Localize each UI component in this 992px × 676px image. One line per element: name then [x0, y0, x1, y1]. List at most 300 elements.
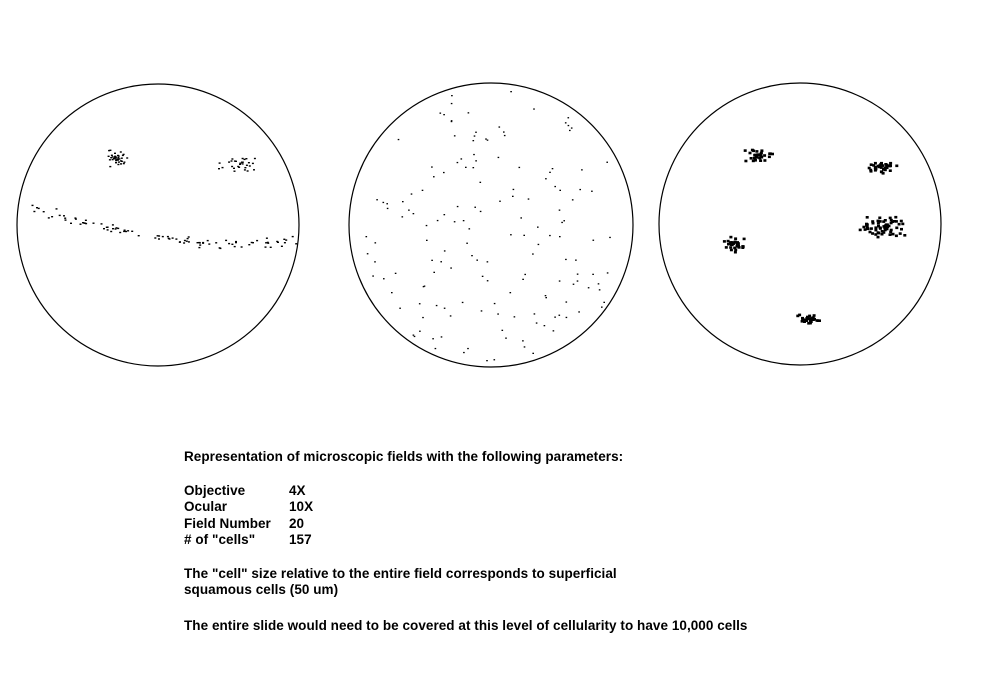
cell-dot	[532, 353, 534, 354]
cell-dot	[750, 157, 753, 160]
cell-dot	[475, 132, 477, 133]
parameter-value: 157	[289, 532, 312, 547]
cell-dot	[402, 216, 404, 217]
cell-dot	[248, 244, 250, 245]
cell-dot	[519, 167, 521, 168]
cell-size-note-line-2: squamous cells (50 um)	[184, 582, 339, 597]
cell-dot	[900, 220, 903, 223]
cell-dot	[520, 217, 522, 218]
cell-dot	[811, 318, 814, 321]
cell-dot	[874, 169, 877, 172]
field-outline	[349, 83, 633, 367]
cell-dot	[440, 113, 442, 114]
cell-dot	[879, 163, 882, 166]
cell-dot	[473, 140, 475, 141]
cell-dot	[184, 240, 186, 241]
cell-dot	[763, 159, 766, 162]
cell-dot	[603, 302, 605, 303]
cell-dot	[599, 289, 601, 290]
parameter-label: Objective	[184, 482, 246, 498]
cell-dot	[729, 236, 732, 239]
cell-dot	[64, 218, 66, 219]
cell-dot	[283, 239, 285, 240]
cell-dot	[441, 336, 443, 337]
cell-dot	[124, 230, 126, 231]
cell-dot	[503, 131, 505, 132]
cell-dot	[593, 240, 595, 241]
cell-dot	[398, 139, 400, 140]
cell-dot	[231, 166, 233, 167]
cell-dot	[106, 227, 108, 228]
cell-dot	[754, 154, 757, 157]
cell-dot	[760, 156, 763, 159]
cell-dot	[231, 158, 233, 159]
cell-dot	[514, 316, 516, 317]
cell-dot	[241, 246, 243, 247]
cell-dot	[480, 182, 482, 183]
cell-dot	[123, 163, 125, 164]
cell-dot	[473, 167, 475, 168]
cell-dot	[467, 348, 469, 349]
cell-group	[366, 91, 611, 361]
cell-dot	[202, 243, 204, 244]
cell-dot	[575, 260, 577, 261]
cell-dot	[553, 330, 555, 331]
cell-dot	[234, 171, 236, 172]
cell-dot	[872, 222, 875, 225]
cell-dot	[607, 272, 609, 273]
cell-dot	[729, 246, 732, 249]
cell-dot	[889, 169, 892, 172]
cell-dot	[122, 155, 124, 156]
cell-dot	[743, 238, 746, 241]
cell-dot	[120, 151, 122, 152]
cell-dot	[245, 158, 247, 159]
cell-dot	[903, 234, 906, 237]
cell-dot	[386, 203, 388, 204]
cell-dot	[462, 302, 464, 303]
cell-dot	[85, 220, 87, 221]
cell-dot	[537, 227, 539, 228]
cell-dot	[893, 220, 896, 223]
cell-dot	[84, 223, 86, 224]
cell-dot	[419, 331, 421, 332]
cell-dot	[461, 158, 463, 159]
cell-dot	[127, 230, 129, 231]
cell-dot	[383, 278, 385, 279]
cell-dot	[816, 319, 819, 322]
cell-dot	[391, 292, 393, 293]
cell-dot	[862, 226, 865, 229]
cell-dot	[70, 223, 72, 224]
cell-dot	[110, 231, 112, 232]
cell-dot	[591, 191, 593, 192]
cell-dot	[154, 237, 156, 238]
cell-dot	[481, 310, 483, 311]
cell-dot	[395, 273, 397, 274]
cell-dot	[532, 253, 534, 254]
parameter-row-ocular	[184, 499, 944, 516]
cell-dot	[172, 237, 174, 238]
cell-dot	[874, 166, 877, 169]
cell-dot	[126, 157, 128, 158]
cell-dot	[444, 250, 446, 251]
cell-dot	[869, 169, 872, 172]
cell-dot	[723, 240, 726, 243]
cell-dot	[433, 176, 435, 177]
cell-dot	[121, 161, 123, 162]
cell-dot	[162, 236, 164, 237]
cell-dot	[435, 348, 437, 349]
cell-dot	[249, 165, 251, 166]
cell-dot	[559, 210, 561, 211]
parameter-value: 20	[289, 515, 305, 531]
cell-dot	[888, 165, 891, 168]
parameter-value: 10X	[289, 499, 314, 514]
cell-dot	[433, 272, 435, 273]
cell-dot	[581, 169, 583, 170]
cell-dot	[524, 346, 526, 347]
cell-dot	[869, 231, 872, 234]
cell-dot	[598, 283, 600, 284]
cell-dot	[899, 232, 902, 235]
cell-dot	[199, 244, 201, 245]
cell-dot	[225, 240, 227, 241]
cell-dot	[522, 279, 524, 280]
cell-dot	[566, 301, 568, 302]
cell-dot	[118, 155, 120, 156]
cell-dot	[879, 226, 882, 229]
cell-dot	[485, 138, 487, 139]
cell-dot	[253, 169, 255, 170]
cell-dot	[114, 153, 116, 154]
cell-dot	[476, 260, 478, 261]
cell-dot	[408, 210, 410, 211]
cell-dot	[571, 127, 573, 128]
cell-dot	[734, 251, 737, 254]
cell-dot	[233, 168, 235, 169]
cell-dot	[801, 317, 804, 320]
cell-dot	[208, 243, 210, 244]
cell-dot	[103, 228, 105, 229]
cell-dot	[183, 242, 185, 243]
cell-dot	[754, 159, 757, 162]
cell-dot	[573, 284, 575, 285]
cell-dot	[741, 246, 744, 249]
cell-dot	[108, 156, 110, 157]
cell-dot	[569, 130, 571, 131]
cell-dot	[801, 320, 804, 323]
cell-dot	[549, 172, 551, 173]
cell-dot	[870, 227, 873, 230]
cell-dot	[471, 255, 473, 256]
cell-dot	[199, 242, 201, 243]
cell-dot	[810, 320, 813, 323]
cell-dot	[805, 317, 808, 320]
cell-dot	[437, 220, 439, 221]
cell-dot	[246, 165, 248, 166]
cell-dot	[454, 135, 456, 136]
cell-dot	[431, 166, 433, 167]
figure-caption	[184, 449, 944, 634]
cell-dot	[549, 235, 551, 236]
cell-dot	[494, 303, 496, 304]
cell-dot	[554, 186, 556, 187]
cell-dot	[559, 315, 561, 316]
cell-dot	[295, 243, 297, 244]
cell-dot	[265, 246, 267, 247]
cell-dot	[63, 215, 65, 216]
cell-dot	[117, 164, 119, 165]
cell-dot	[285, 239, 287, 240]
cell-dot	[131, 231, 133, 232]
cell-dot	[524, 274, 526, 275]
cell-dot	[900, 228, 903, 231]
cell-dot	[510, 234, 512, 235]
cell-dot	[889, 217, 892, 220]
cell-dot	[111, 155, 113, 156]
cell-dot	[536, 322, 538, 323]
cell-dot	[487, 140, 489, 141]
cell-dot	[440, 261, 442, 262]
cell-dot	[890, 222, 893, 225]
cell-dot	[168, 238, 170, 239]
parameter-row-field-number	[184, 516, 944, 533]
cell-dot	[59, 215, 61, 216]
cell-dot	[244, 169, 246, 170]
cell-dot	[244, 167, 246, 168]
cell-dot	[606, 162, 608, 163]
cell-dot	[36, 207, 38, 208]
cell-dot	[895, 227, 898, 230]
cell-dot	[498, 157, 500, 158]
cell-dot	[505, 338, 507, 339]
cell-dot	[65, 219, 67, 220]
cell-dot	[882, 220, 885, 223]
cell-dot	[115, 228, 117, 229]
cell-dot	[545, 178, 547, 179]
cell-dot	[228, 161, 230, 162]
cell-dot	[895, 235, 898, 238]
cell-dot	[859, 229, 862, 232]
cell-dot	[451, 103, 453, 104]
cell-dot	[32, 205, 34, 206]
cell-dot	[93, 223, 95, 224]
cell-dot	[276, 241, 278, 242]
cell-size-note-line-1: The "cell" size relative to the entire field corresponds to superficial	[184, 565, 617, 581]
cell-dot	[431, 260, 433, 261]
cell-dot	[402, 201, 404, 202]
cell-dot	[894, 216, 897, 219]
cell-dot	[119, 232, 121, 233]
cell-dot	[238, 167, 240, 168]
cell-dot	[112, 228, 114, 229]
cell-dot	[413, 213, 415, 214]
cell-dot	[568, 125, 570, 126]
parameter-label: Field Number	[184, 515, 271, 531]
cell-dot	[901, 223, 904, 226]
cell-dot	[48, 217, 50, 218]
cell-dot	[123, 231, 125, 232]
cell-dot	[559, 280, 561, 281]
cell-dot	[107, 229, 109, 230]
cell-dot	[561, 222, 563, 223]
cell-dot	[432, 338, 434, 339]
cell-dot	[254, 158, 256, 159]
cell-dot	[375, 242, 377, 243]
field-clustered-pattern	[659, 83, 941, 365]
cell-dot	[56, 208, 58, 209]
cell-dot	[798, 314, 801, 317]
cell-dot	[878, 166, 881, 169]
cell-dot	[487, 261, 489, 262]
cell-dot	[450, 315, 452, 316]
cell-dot	[725, 246, 728, 249]
cell-dot	[502, 330, 504, 331]
cell-dot	[451, 120, 453, 121]
cell-dot	[759, 159, 762, 162]
cell-dot	[284, 242, 286, 243]
cell-dot	[374, 261, 376, 262]
cell-dot	[466, 243, 468, 244]
parameter-row-cell-count	[184, 532, 944, 549]
cell-dot	[898, 223, 901, 226]
cell-dot	[463, 220, 465, 221]
cell-dot	[563, 220, 565, 221]
cell-dot	[101, 223, 103, 224]
cell-dot	[242, 158, 244, 159]
cell-dot	[411, 193, 413, 194]
cell-dot	[565, 122, 567, 123]
cell-dot	[110, 157, 112, 158]
cell-dot	[884, 169, 887, 172]
cell-dot	[870, 163, 873, 166]
cell-dot	[187, 238, 189, 239]
cell-dot	[592, 274, 594, 275]
cell-dot	[512, 196, 514, 197]
parameter-label: # of "cells"	[184, 532, 256, 547]
cell-dot	[588, 287, 590, 288]
cell-dot	[578, 311, 580, 312]
cell-dot	[545, 295, 547, 296]
cell-dot	[376, 199, 378, 200]
cell-dot	[121, 158, 123, 159]
cell-dot	[895, 165, 898, 168]
cell-dot	[457, 162, 459, 163]
cell-dot	[51, 216, 53, 217]
cell-group	[723, 149, 906, 325]
cell-dot	[866, 216, 869, 219]
cell-dot	[601, 307, 603, 308]
cell-dot	[228, 243, 230, 244]
cell-dot	[422, 190, 424, 191]
parameter-row-objective	[184, 483, 944, 500]
cell-dot	[231, 160, 233, 161]
parameter-value: 4X	[289, 482, 306, 498]
cell-dot	[480, 211, 482, 212]
cell-dot	[882, 172, 885, 175]
cell-dot	[469, 228, 471, 229]
cell-dot	[510, 292, 512, 293]
cell-dot	[197, 242, 199, 243]
cell-dot	[138, 235, 140, 236]
cell-dot	[451, 95, 453, 96]
cell-dot	[444, 308, 446, 309]
cell-dot	[559, 190, 561, 191]
cell-dot	[241, 162, 243, 163]
cell-dot	[755, 150, 758, 153]
cell-dot	[267, 242, 269, 243]
cell-dot	[117, 157, 119, 158]
cell-dot	[120, 163, 122, 164]
cell-dot	[372, 275, 374, 276]
cell-dot	[366, 236, 368, 237]
cell-dot	[881, 233, 884, 236]
cell-dot	[125, 231, 127, 232]
cell-dot	[256, 240, 258, 241]
cell-dot	[475, 160, 477, 161]
cell-dot	[523, 235, 525, 236]
cell-dot	[443, 172, 445, 173]
cell-dot	[504, 135, 506, 136]
cell-dot	[886, 223, 889, 226]
cell-dot	[889, 233, 892, 236]
cell-dot	[528, 198, 530, 199]
cell-dot	[871, 232, 874, 235]
cell-dot	[487, 280, 489, 281]
cell-dot	[414, 336, 416, 337]
cell-dot	[387, 208, 389, 209]
cell-dot	[885, 164, 888, 167]
cell-dot	[270, 247, 272, 248]
cell-dot	[444, 214, 446, 215]
cell-dot	[218, 168, 220, 169]
cell-dot	[733, 247, 736, 250]
cell-dot	[457, 206, 459, 207]
cell-dot	[115, 160, 117, 161]
cell-dot	[763, 154, 766, 157]
cell-dot	[729, 241, 732, 244]
cell-dot	[399, 308, 401, 309]
cell-dot	[248, 162, 250, 163]
cell-dot	[266, 238, 268, 239]
cell-dot	[115, 157, 117, 158]
cell-dot	[577, 280, 579, 281]
cell-dot	[426, 240, 428, 241]
cell-dot	[198, 247, 200, 248]
cell-dot	[33, 211, 35, 212]
cell-dot	[235, 241, 237, 242]
cell-dot	[486, 360, 488, 361]
cell-dot	[533, 108, 535, 109]
cell-dot	[552, 168, 554, 169]
cell-dot	[522, 340, 524, 341]
cell-dot	[468, 112, 470, 113]
cell-dot	[115, 162, 117, 163]
cell-dot	[188, 236, 190, 237]
cell-dot	[544, 325, 546, 326]
cell-dot	[744, 160, 747, 163]
cell-dot	[247, 170, 249, 171]
cell-dot	[80, 224, 82, 225]
cell-dot	[413, 335, 415, 336]
cell-dot	[877, 231, 880, 234]
cell-dot	[769, 152, 772, 155]
cell-dot	[157, 235, 159, 236]
cell-dot	[545, 297, 547, 298]
cell-dot	[222, 167, 224, 168]
cell-dot	[215, 242, 217, 243]
